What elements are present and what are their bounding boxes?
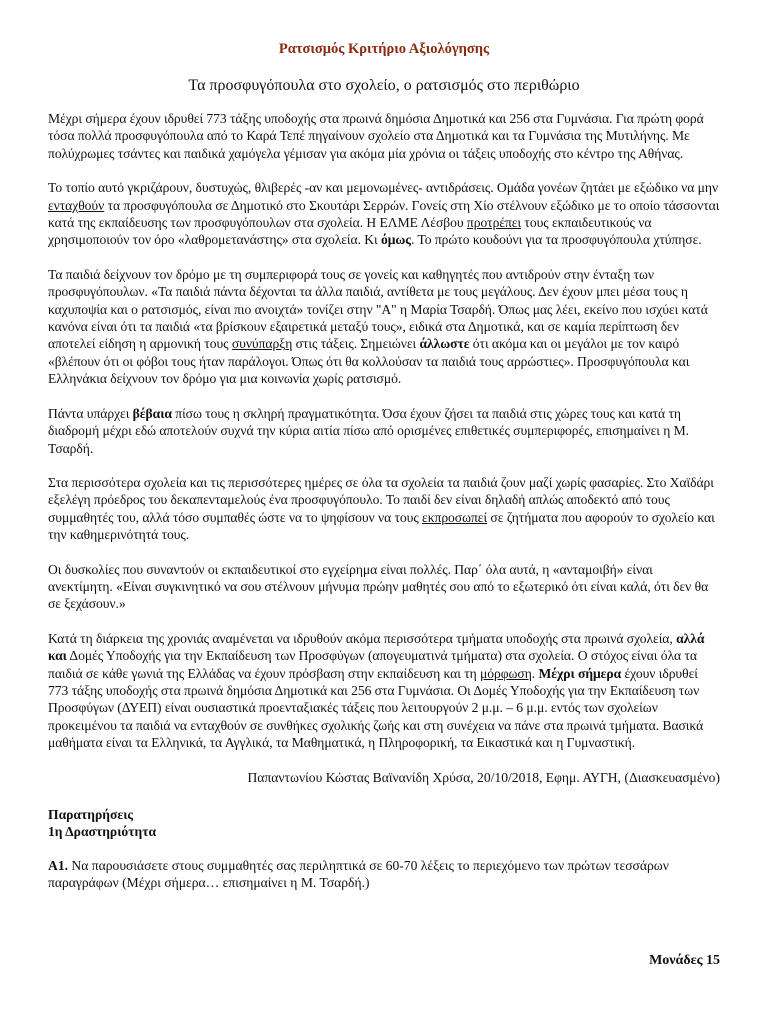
paragraph-1 [48, 110, 720, 162]
paragraph-3-text-a: Τα παιδιά δείχνουν τον δρόμο με τη συμπεριφορά τους σε γονείς και καθηγητές που αντιδρούν στην ένταξη των προσφυγόπουλων. «Τα παιδιά πάντα δέχονται τα άλλα παιδιά, αντίθετα με τους μεγάλους. Δεν έχουν μπει μέσα τους η καχυποψία και ο ρατσισμός, είναι πιο ανοιχτά» τονίζει στην "Α" η Μαρία Τσαρδή. Όπως μας λέει, εκείνο που ισχύει κατά κανόνα είναι ότι τα παιδιά «τα βρίσκουν εξαιρετικά μεταξύ τους», ειδικά στα Δημοτικά, και σε καμία περίπτωση δεν αποτελεί είδηση η αρμονική τους [48, 266, 708, 352]
paragraph-5-text-a: Στα περισσότερα σχολεία και τις περισσότερες ημέρες σε όλα τα σχολεία τα παιδιά ζουν μαζί χωρίς φασαρίες. Στο Χαϊδάρι εξελέγη πρόεδρος του δεκαπενταμελούς ένα προσφυγόπουλο. Το παιδί δεν είναι δηλαδή απλώς αποδεκτό από τους συμμαθητές του, αλλά τόσο συμπαθές ώστε να το ψηφίσουν να τους [48, 474, 714, 525]
paragraph-7-text-c: . [531, 665, 539, 681]
paragraph-7-text-d: έχουν ιδρυθεί 773 τάξης υποδοχής στα πρωινά δημόσια Δημοτικά και 256 στα Γυμνάσια. Οι Δομές Υποδοχής για την Εκπαίδευση των Προσφύγων (ΔΥΕΠ) είναι ουσιαστικά προενταξιακές τάξεις που λειτουργούν 2 μ.μ. – 6 μ.μ. εντός των σχολείων προκειμένου τα παιδιά να ενταχθούν σε συνθήκες σχολικής ζωής και στη συνέχεια να πάνε στα πρωινά τμήματα. Βασικά μαθήματα είναι τα Ελληνικά, τα Αγγλικά, τα Μαθηματικά, η Πληροφορική, τα Εικαστικά και η Γυμναστική. [48, 665, 704, 751]
paragraph-5 [48, 474, 720, 544]
paragraph-6-text: Οι δυσκολίες που συναντούν οι εκπαιδευτικοί στο εγχείρημα είναι πολλές. Παρ΄ όλα αυτά, η «ανταμοιβή» είναι ανεκτίμητη. «Είναι συγκινητικό να σου στέλνουν μήνυμα πρώην μαθητές σου από το εξωτερικό ότι είναι καλά, ότι δεν θα σε ξεχάσουν.» [48, 561, 709, 612]
paragraph-3-text-b: στις τάξεις. Σημειώνει [292, 336, 420, 352]
paragraph-7-text-b: Δομές Υποδοχής για την Εκπαίδευση των Προσφύγων (απογευματινά τμήματα) στα σχολεία. Ο στόχος είναι όλα τα παιδιά σε κάθε γωνιά της Ελλάδας να έχουν πρόσβαση στην εκπαίδευση και τη [48, 648, 697, 681]
document-page [48, 40, 720, 892]
source-citation: Παπαντωνίου Κώστας Βαϊνανίδη Χρύσα, 20/10/2018, Εφημ. ΑΥΓΗ, (Διασκευασμένο) [247, 769, 720, 785]
paragraph-2-text-d: . Το πρώτο κουδούνι για τα προσφυγόπουλα χτύπησε. [411, 232, 702, 248]
paragraph-7-text-a: Κατά τη διάρκεια της χρονιάς αναμένεται να ιδρυθούν ακόμα περισσότερα τμήματα υποδοχής στα πρωινά σχολεία, [48, 630, 677, 646]
paragraph-3-text-c: ότι ακόμα και οι μεγάλοι με τον καιρό «βλέπουν ότι οι φόβοι τους ήταν παράλογοι. Όπως ότι θα κολλούσαν τα παιδιά τους αρρώστιες». Προσφυγόπουλα και Ελληνάκια δείχνουν τον δρόμο για μια κοινωνία χωρίς ρατσισμό. [48, 336, 690, 387]
task-label: Α1. [48, 857, 69, 873]
bold-phrase-alla-kai: αλλά και [48, 630, 705, 664]
paragraph-5-text-b: σε ζητήματα που αφορούν το σχολείο και την καθημερινότητά τους. [48, 509, 715, 543]
points-label: Μονάδες 15 [649, 953, 720, 968]
underlined-word-ekprosopei: εκπροσωπεί [422, 509, 488, 525]
underlined-word-protrepei: προτρέπει [466, 215, 522, 231]
paragraph-4-text-b: πίσω τους η σκληρή πραγματικότητα. Όσα έχουν ζήσει τα παιδιά στις χώρες τους και κατά τη διαδρομή μέχρι εδώ αποτελούν συχνά την κύρια αιτία πίσω από ορισμένες επιθετικές συμπεριφορές, επισημαίνει η Μ. Τσαρδή. [48, 405, 689, 456]
notes-heading: Παρατηρήσεις [48, 807, 134, 822]
paragraph-6 [48, 561, 720, 613]
underlined-word-morfosi: μόρφωση [480, 665, 532, 681]
task-a1 [48, 857, 720, 892]
paragraph-4 [48, 405, 720, 457]
paragraph-7 [48, 630, 720, 752]
paragraph-1-text: Μέχρι σήμερα έχουν ιδρυθεί 773 τάξης υποδοχής στα πρωινά δημόσια Δημοτικά και 256 στα Γυμνάσια. Για πρώτη φορά τόσα πολλά προσφυγόπουλα από το Καρά Τεπέ πηγαίνουν σχολείο στα Δημοτικά και τα Γυμνάσια της Μυτιλήνης. Με πολύχρωμες τσάντες και παιδικά χαμόγελα γέμισαν για ακόμα μία χρόνια οι τάξεις υποδοχής στο κέντρο της Αθήνας. [48, 111, 704, 161]
bold-word-allwste: άλλωστε [419, 336, 470, 352]
paragraph-3 [48, 266, 720, 388]
article-title: Τα προσφυγόπουλα στο σχολείο, ο ρατσισμός στο περιθώριο [188, 77, 580, 94]
paragraph-2-text-b: τα προσφυγόπουλα σε Δημοτικό στο Σκουτάρι Σερρών. Γονείς στη Χίο στέλνουν εξώδικο με το οποίο τάσσονται κατά της εκπαίδευσης των προσφυγόπουλων στα σχολεία. Η ΕΛΜΕ Λέσβου [48, 197, 720, 231]
activity-heading: 1η Δραστηριότητα [48, 824, 157, 840]
underlined-word-synyparxi: συνύπαρξη [231, 336, 293, 352]
document-title: Ρατσισμός Κριτήριο Αξιολόγησης [278, 41, 490, 57]
bold-phrase-mexri-simera: Μέχρι σήμερα [538, 665, 622, 681]
paragraph-2 [48, 179, 720, 249]
paragraph-2-text-c: τους εκπαιδευτικούς να χρησιμοποιούν τον όρο «λαθρομετανάστης» στα σχολεία. Κι [48, 215, 652, 248]
underlined-word-entachthoun: ενταχθούν [48, 197, 105, 213]
bold-word-omos: όμως [381, 232, 411, 248]
bold-word-vevaia: βέβαια [132, 405, 172, 421]
paragraph-4-text-a: Πάντα υπάρχει [48, 405, 133, 421]
task-text: Να παρουσιάσετε στους συμμαθητές σας περιληπτικά σε 60-70 λέξεις το περιεχόμενο των πρώτων τεσσάρων παραγράφων (Μέχρι σήμερα… επισημαίνει η Μ. Τσαρδή.) [48, 857, 669, 891]
paragraph-2-text-a: Το τοπίο αυτό γκριζάρουν, δυστυχώς, θλιβερές -αν και μεμονωμένες- αντιδράσεις. Ομάδα γονέων ζητάει με εξώδικο να μην [48, 180, 719, 196]
